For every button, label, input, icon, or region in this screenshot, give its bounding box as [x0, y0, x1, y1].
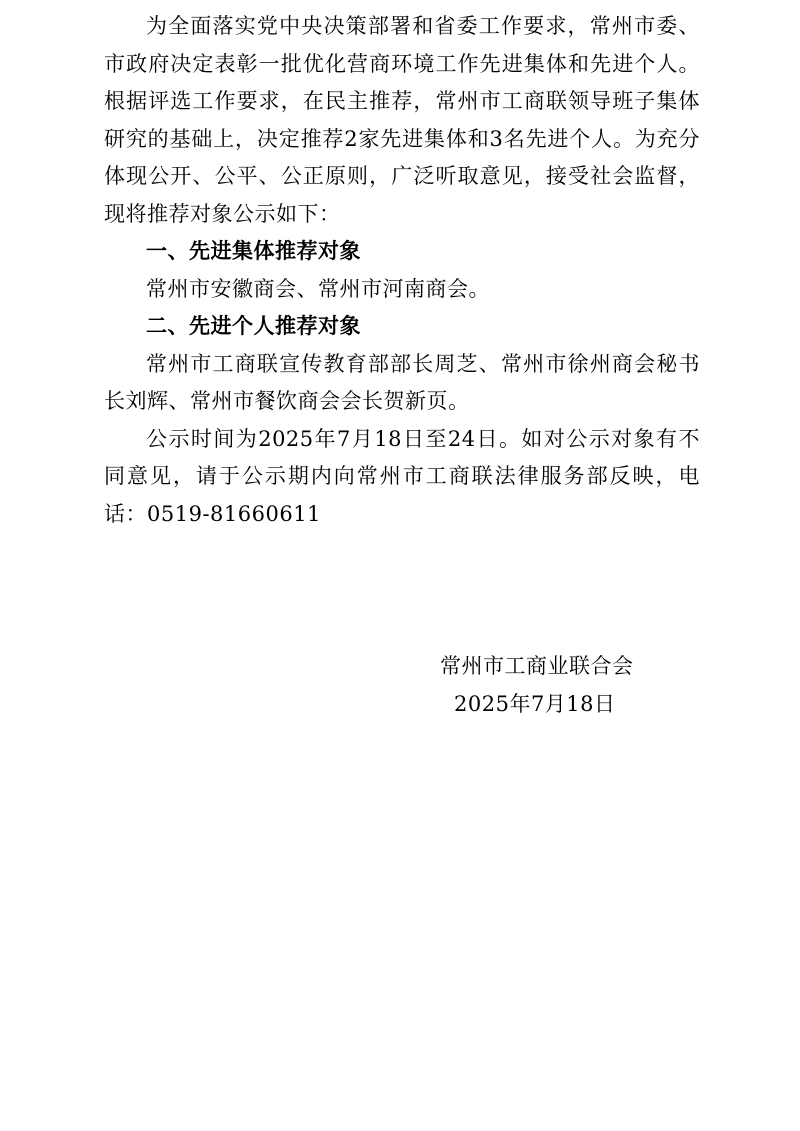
signature-block [440, 648, 660, 723]
intro-paragraph: 为全面落实党中央决策部署和省委工作要求，常州市委、市政府决定表彰一批优化营商环境工作先进集体和先进个人。根据评选工作要求，在民主推荐，常州市工商联领导班子集体研究的基础上，决定推荐2家先进集体和3名先进个人。为充分体现公开、公平、公正原则，广泛听取意见，接受社会监督，现将推荐对象公示如下： [104, 14, 700, 226]
signature-date: 2025年7月18日 [454, 691, 616, 716]
document-body [104, 8, 700, 533]
section-1-heading: 一、先进集体推荐对象 [146, 239, 361, 263]
signature-organization: 常州市工商业联合会 [440, 654, 634, 678]
section-2-heading: 二、先进个人推荐对象 [146, 314, 361, 338]
section-2-content: 常州市工商联宣传教育部部长周芝、常州市徐州商会秘书长刘辉、常州市餐饮商会会长贺新页。 [104, 351, 700, 413]
notice-paragraph: 公示时间为2025年7月18日至24日。如对公示对象有不同意见，请于公示期内向常州市工商联法律服务部反映，电话：0519-81660611 [104, 426, 700, 526]
section-1-content: 常州市安徽商会、常州市河南商会。 [146, 276, 490, 301]
